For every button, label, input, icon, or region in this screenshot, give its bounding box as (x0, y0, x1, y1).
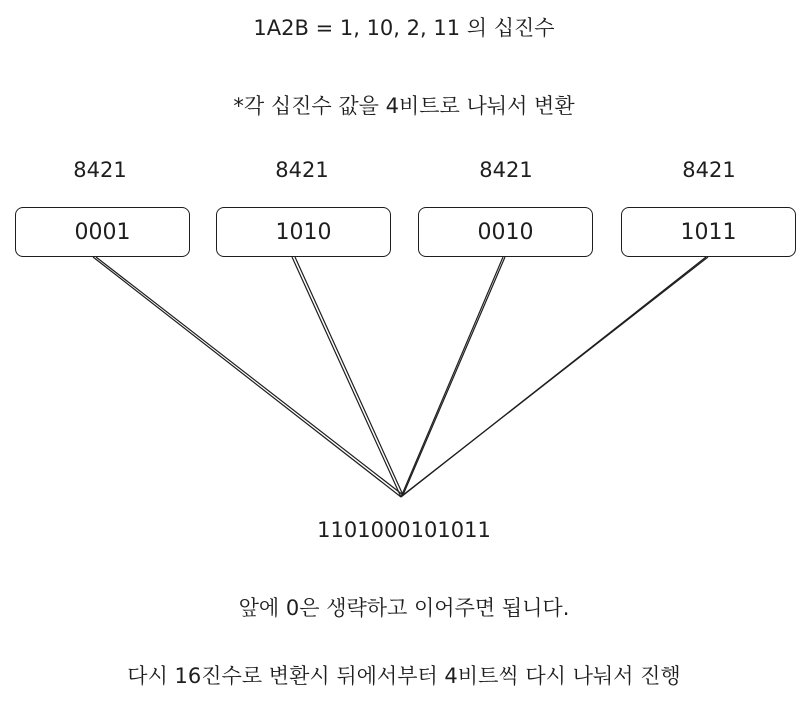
connector-line-1 (93, 257, 401, 497)
weights-label-4: 8421 (682, 158, 736, 182)
connector-line-3 (401, 257, 503, 497)
connector-line-2 (292, 257, 401, 497)
weights-label-2: 8421 (275, 158, 329, 182)
subtitle-instruction: *각 십진수 값을 4비트로 나눠서 변환 (233, 94, 575, 118)
combined-binary-result: 1101000101011 (317, 518, 491, 542)
weights-label-3: 8421 (479, 158, 533, 182)
title-equation: 1A2B = 1, 10, 2, 11 의 십진수 (253, 16, 555, 40)
note-leading-zero: 앞에 0은 생략하고 이어주면 됩니다. (238, 596, 570, 620)
weights-label-1: 8421 (73, 158, 127, 182)
bits-value-3: 0010 (477, 219, 534, 245)
bits-value-4: 1011 (680, 219, 737, 245)
bits-value-2: 1010 (275, 219, 332, 245)
note-hex-conversion: 다시 16진수로 변환시 뒤에서부터 4비트씩 다시 나눠서 진행 (127, 664, 681, 688)
connector-line-4b (403, 257, 708, 495)
connector-line-1b (96, 257, 403, 495)
connector-line-2b (295, 257, 403, 495)
connector-line-3b (403, 257, 505, 495)
bits-value-1: 0001 (74, 219, 131, 245)
